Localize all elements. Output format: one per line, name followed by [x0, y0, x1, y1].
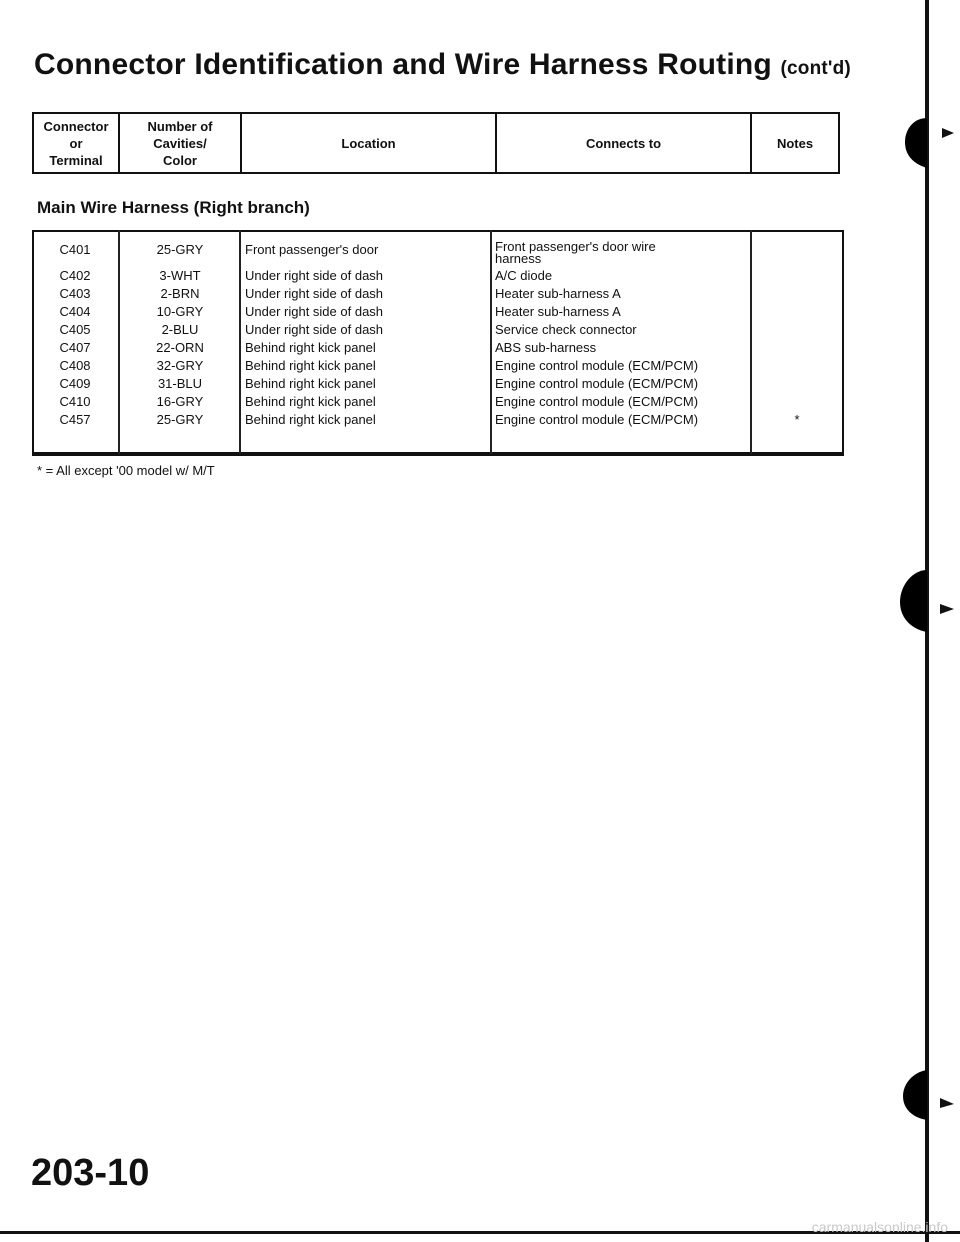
cavities-cell: 16-GRY	[156, 394, 204, 409]
tab-mark-3	[903, 1070, 927, 1120]
connects-to-cell: A/C diode	[495, 268, 553, 283]
connector-cell: C402	[59, 268, 91, 283]
header-cavities-line: Color	[163, 152, 197, 168]
connects-to-text: Front passenger's door wire	[495, 239, 656, 254]
header-location: Location	[241, 113, 496, 173]
cavities-cell: 25-GRY	[156, 242, 204, 257]
connects-to-cell: Heater sub-harness A	[495, 286, 621, 301]
header-connector-line: Terminal	[49, 152, 103, 168]
location-cell: Under right side of dash	[245, 286, 384, 301]
connector-cell: C404	[59, 304, 91, 319]
section-title: Main Wire Harness (Right branch)	[37, 198, 310, 217]
tab-mark-2	[900, 570, 927, 632]
connects-to-text-cont: harness	[495, 251, 542, 266]
location-cell: Behind right kick panel	[245, 376, 376, 391]
cavities-cell: 25-GRY	[156, 412, 204, 427]
header-notes: Notes	[751, 113, 839, 173]
cavities-cell: 31-BLU	[157, 376, 203, 391]
location-cell: Behind right kick panel	[245, 394, 376, 409]
arrow-mark-icon	[942, 128, 954, 138]
connector-cell: C408	[59, 358, 91, 373]
tab-mark-1	[905, 118, 927, 168]
cavities-cell: 2-BLU	[161, 322, 199, 337]
connector-cell: C409	[59, 376, 91, 391]
location-cell: Under right side of dash	[245, 322, 384, 337]
connector-cell: C407	[59, 340, 91, 355]
page-title-suffix: (cont'd)	[780, 58, 851, 79]
header-connector-line: Connector	[43, 118, 109, 134]
connector-cell: C457	[59, 412, 91, 427]
location-cell: Behind right kick panel	[245, 412, 376, 427]
connects-to-cell: Engine control module (ECM/PCM)	[495, 358, 699, 373]
header-cavities-line: Cavities/	[153, 135, 207, 151]
cavities-cell: 3-WHT	[159, 268, 201, 283]
location-cell: Under right side of dash	[245, 268, 384, 283]
page-title-text: Connector Identification and Wire Harness Routing	[34, 48, 772, 81]
header-cavities-line: Number of	[147, 118, 213, 134]
connects-to-cell: Heater sub-harness A	[495, 304, 621, 319]
location-cell: Under right side of dash	[245, 304, 384, 319]
connects-to-cell: Engine control module (ECM/PCM)	[495, 394, 699, 409]
cavities-cell: 22-ORN	[156, 340, 204, 355]
header-connects-to: Connects to	[496, 113, 751, 173]
header-connector-line: or	[69, 135, 83, 151]
page-number: 203-10	[31, 1152, 150, 1194]
footnote: * = All except '00 model w/ M/T	[37, 463, 215, 478]
watermark: carmanualsonline.info	[811, 1219, 948, 1235]
connects-to-cell: Engine control module (ECM/PCM)	[495, 376, 699, 391]
connector-cell: C403	[59, 286, 91, 301]
notes-cell: *	[794, 412, 800, 427]
connects-to-cell: ABS sub-harness	[495, 340, 597, 355]
connector-cell: C401	[59, 242, 91, 257]
connects-to-cell: Engine control module (ECM/PCM)	[495, 412, 699, 427]
cavities-cell: 10-GRY	[156, 304, 204, 319]
cavities-cell: 32-GRY	[156, 358, 204, 373]
arrow-mark-icon	[940, 604, 954, 614]
connector-cell: C410	[59, 394, 91, 409]
location-cell: Behind right kick panel	[245, 358, 376, 373]
cavities-cell: 2-BRN	[160, 286, 200, 301]
arrow-mark-icon	[940, 1098, 954, 1108]
connector-cell: C405	[59, 322, 91, 337]
location-cell: Front passenger's door	[245, 242, 379, 257]
connects-to-cell: Service check connector	[495, 322, 637, 337]
location-cell: Behind right kick panel	[245, 340, 376, 355]
